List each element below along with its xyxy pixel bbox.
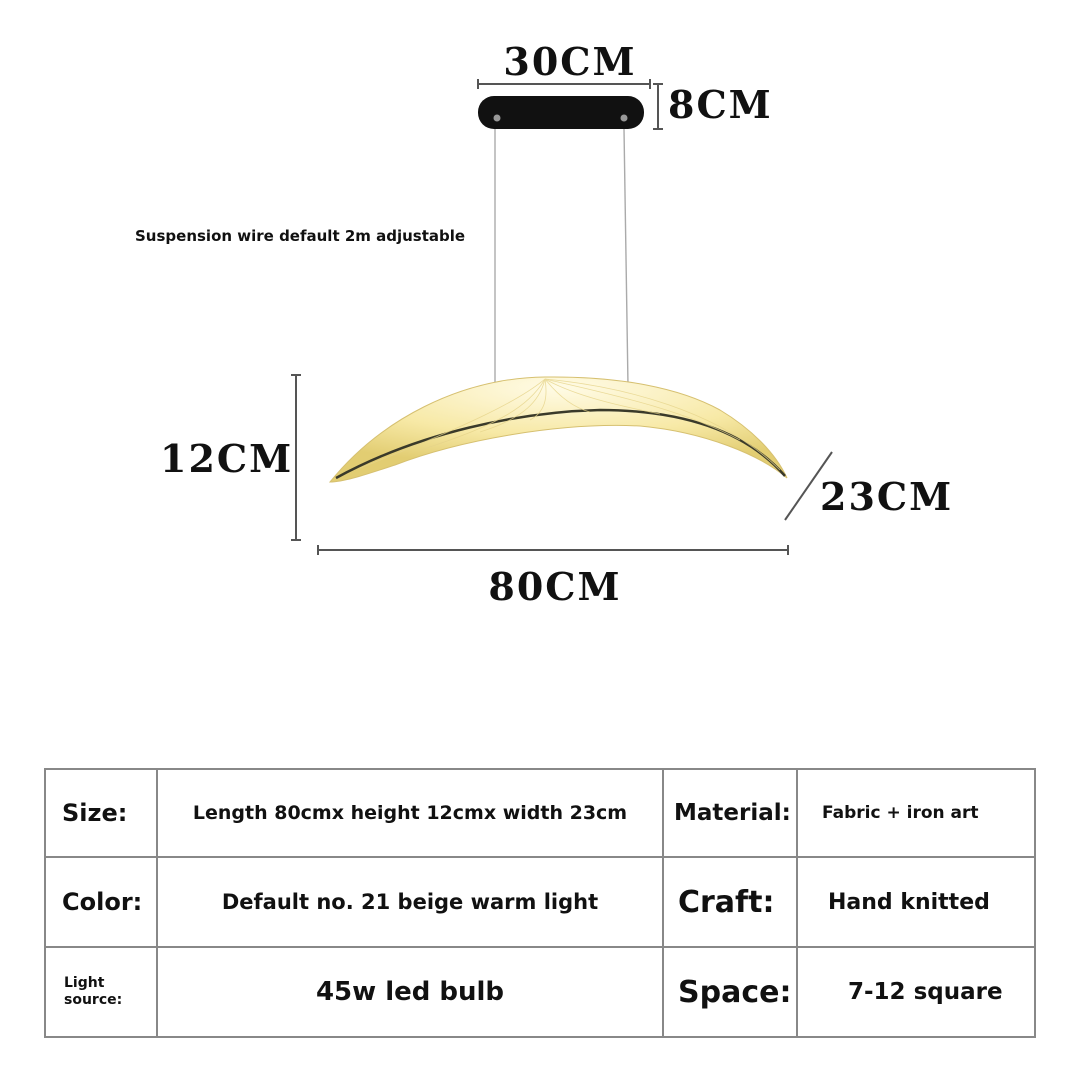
material-label: Material: [663, 769, 797, 857]
suspension-wire-right [624, 129, 628, 386]
shade-width-label: 23CM [820, 474, 954, 519]
canopy-screw-left [494, 115, 501, 122]
spec-row-color [45, 857, 1035, 947]
color-label: Color: [45, 857, 157, 947]
spec-row-light [45, 947, 1035, 1037]
color-value: Default no. 21 beige warm light [157, 857, 663, 947]
craft-label: Craft: [663, 857, 797, 947]
size-label: Size: [45, 769, 157, 857]
canopy-width-label: 30CM [503, 39, 637, 84]
canopy-height-label: 8CM [668, 82, 773, 127]
space-label: Space: [663, 947, 797, 1037]
shade-height-label: 12CM [160, 436, 294, 481]
spec-row-size [45, 769, 1035, 857]
size-value: Length 80cmx height 12cmx width 23cm [157, 769, 663, 857]
ceiling-canopy [478, 96, 644, 129]
canopy-screw-right [621, 115, 628, 122]
light-label-line2: source: [64, 992, 123, 1008]
light-label-line1: Light [64, 975, 105, 991]
space-value: 7-12 square [797, 947, 1035, 1037]
material-value: Fabric + iron art [797, 769, 1035, 857]
light-source-label [45, 947, 157, 1037]
shade-length-label: 80CM [488, 564, 622, 609]
craft-value: Hand knitted [797, 857, 1035, 947]
suspension-note: Suspension wire default 2m adjustable [135, 227, 466, 245]
spec-table [44, 768, 1036, 1038]
light-source-value: 45w led bulb [157, 947, 663, 1037]
